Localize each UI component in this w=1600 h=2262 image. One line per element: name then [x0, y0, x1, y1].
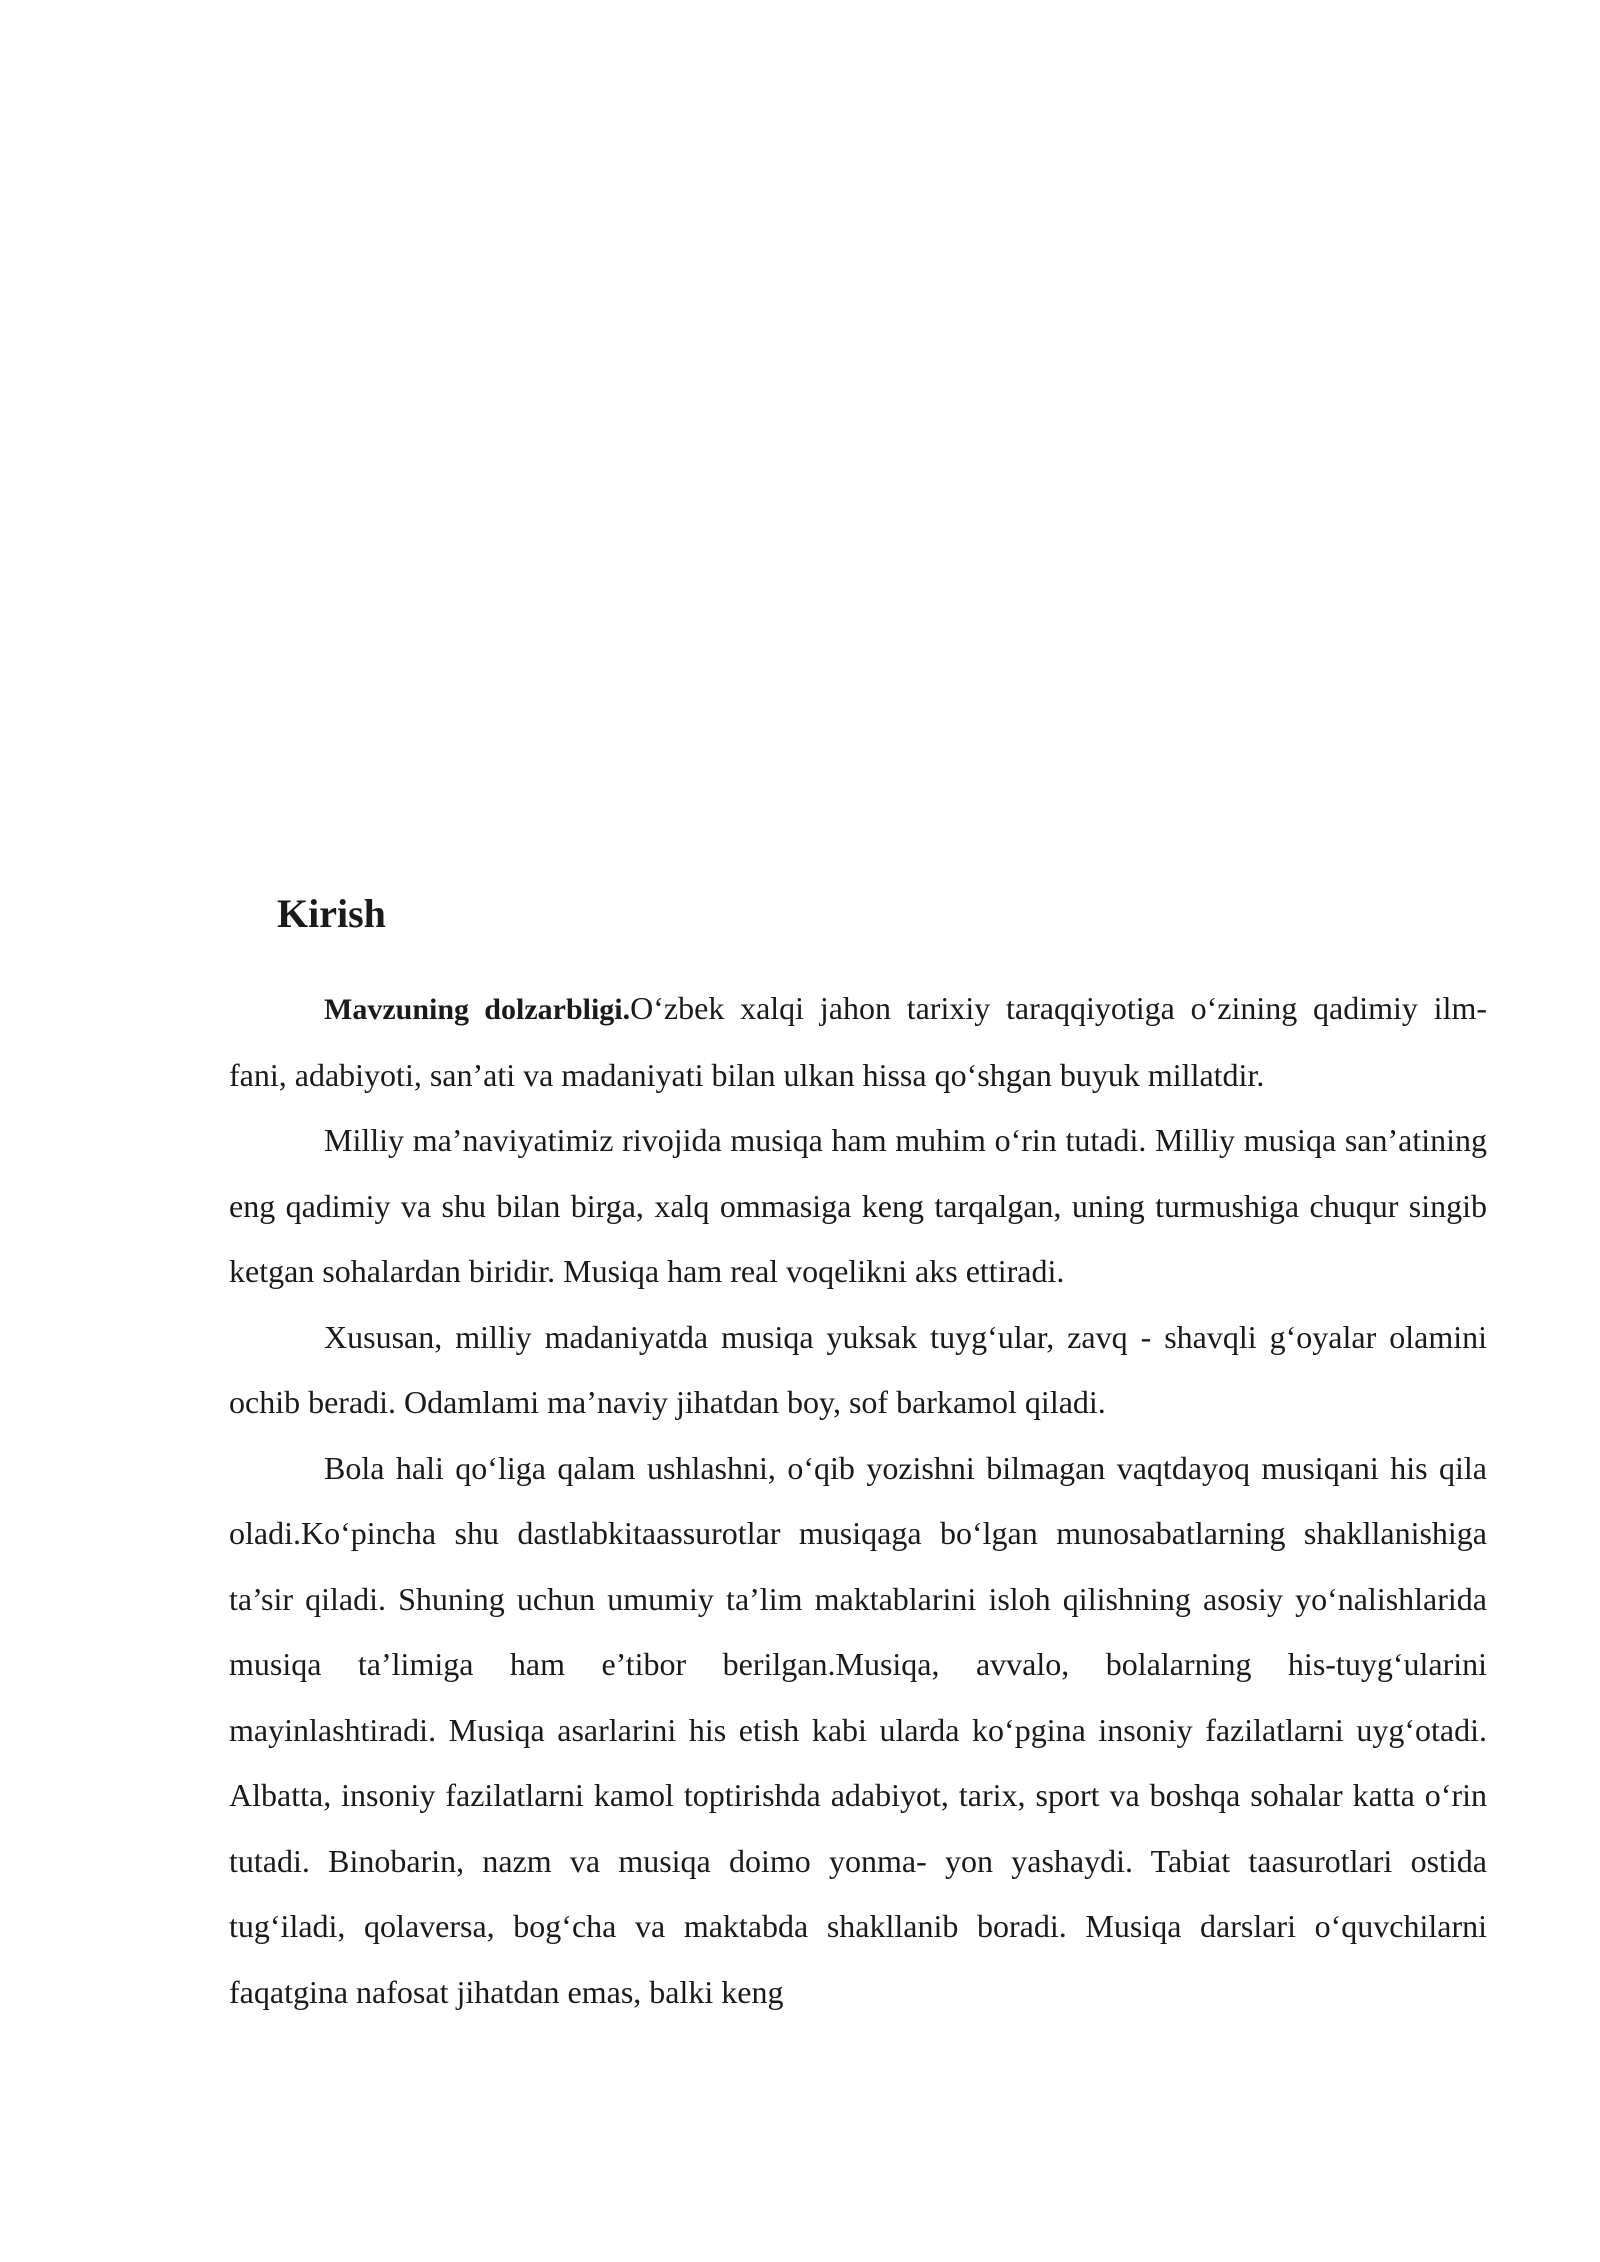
paragraph-culture: Xususan, milliy madaniyatda musiqa yuksak tuyg‘ular, zavq - shavqli g‘oyalar olamini ochib beradi. Odamlami ma’naviy jihatdan boy, sof barkamol qiladi. — [229, 1318, 1487, 1420]
paragraph-spirituality: Milliy ma’naviyatimiz rivojida musiqa ham muhim o‘rin tutadi. Milliy musiqa san’atining eng qadimiy va shu bilan birga, xalq ommasiga keng tarqalgan, uning turmushiga chuqur singib ketgan sohalardan biridir. Musiqa ham real voqelikni aks ettiradi. — [229, 1122, 1487, 1289]
body-text — [229, 976, 1487, 2025]
paragraph-children: Bola hali qo‘liga qalam ushlashni, o‘qib yozishni bilmagan vaqtdayoq musiqani his qila oladi.Ko‘pincha shu dastlabkitaassurotlar musiqaga bo‘lgan munosabatlarning shakllanishiga ta’sir qiladi. Shuning uchun umumiy ta’lim maktablarini isloh qilishning asosiy yo‘nalishlarida musiqa ta’limiga ham e’tibor berilgan.Musiqa, avvalo, bolalarning his-tuyg‘ularini mayinlashtiradi. Musiqa asarlarini his etish kabi ularda ko‘pgina insoniy fazilatlarni uyg‘otadi. Albatta, insoniy fazilatlarni kamol toptirishda adabiyot, tarix, sport va boshqa sohalar katta o‘rin tutadi. Binobarin, nazm va musiqa doimo yonma- yon yashaydi. Tabiat taasurotlari ostida tug‘iladi, qolaversa, bog‘cha va maktabda shakllanib boradi. Musiqa darslari o‘quvchilarni faqatgina nafosat jihatdan emas, balki keng — [229, 1449, 1487, 2010]
paragraph-relevance — [229, 976, 1487, 1108]
section-heading: Kirish — [277, 891, 386, 936]
paragraph-lead: Mavzuning dolzarbligi. — [324, 993, 631, 1026]
paragraph-text: O‘zbek xalqi jahon tarixiy taraqqiyotiga o‘zining qadimiy ilm- fani, adabiyoti, san’ati va madaniyati bilan ulkan hissa qo‘shgan buyuk millatdir. — [229, 990, 1488, 1093]
